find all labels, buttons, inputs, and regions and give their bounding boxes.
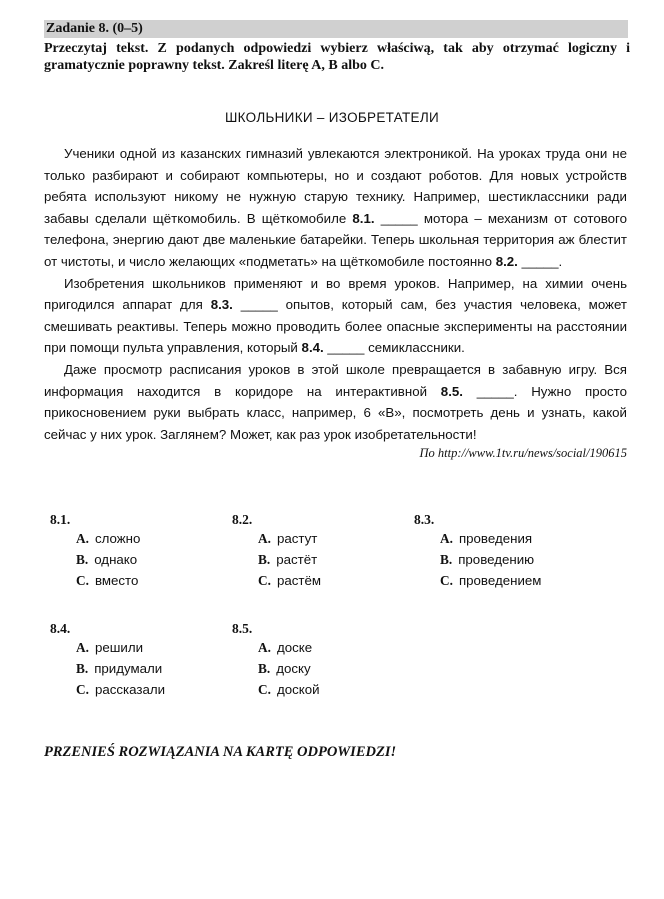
option-letter: B. (258, 661, 271, 676)
option-text: проведению (458, 552, 535, 567)
option-letter: A. (258, 531, 271, 546)
option-c[interactable] (258, 573, 321, 589)
task-header (44, 20, 628, 38)
option-text: придумали (94, 661, 163, 676)
option-text: решили (94, 640, 144, 655)
question-number: 8.5. (232, 621, 253, 636)
option-a[interactable] (76, 640, 143, 656)
option-letter: A. (76, 531, 89, 546)
option-text: растут (276, 531, 318, 546)
option-text: доской (276, 682, 320, 697)
option-letter: A. (258, 640, 271, 655)
option-a[interactable] (76, 531, 140, 547)
option-a[interactable] (258, 531, 317, 547)
question-number: 8.1. (50, 512, 71, 527)
gap-8-5-marker: 8.5. (440, 383, 463, 399)
paragraph-1-part-b: _____ мотора – механизм от сотового телефона, энергию дают две маленькие батарейки. Теперь школьная территория аж блестит от чистоты, и число желающих «подметать» на щёткомобиле постоянно (44, 210, 627, 269)
option-letter: A. (76, 640, 89, 655)
option-letter: B. (76, 661, 89, 676)
task-instruction: Przeczytaj tekst. Z podanych odpowiedzi wybierz właściwą, tak aby otrzymać logiczny i gramatycznie poprawny tekst. Zakreśl literę A, B albo C. (44, 41, 630, 73)
option-letter: C. (258, 573, 271, 588)
option-letter: B. (76, 552, 89, 567)
option-text: проведением (458, 573, 542, 588)
reading-title: ШКОЛЬНИКИ – ИЗОБРЕТАТЕЛИ (224, 110, 440, 125)
question-number: 8.4. (50, 621, 71, 636)
option-c[interactable] (76, 682, 165, 698)
option-b[interactable] (76, 552, 137, 568)
option-letter: B. (258, 552, 271, 567)
option-b[interactable] (440, 552, 534, 568)
option-letter: C. (258, 682, 271, 697)
option-text: доске (276, 640, 313, 655)
gap-8-2-marker: 8.2. (495, 253, 518, 269)
option-text: растём (276, 573, 322, 588)
gap-8-1-marker: 8.1. (352, 210, 375, 226)
option-a[interactable] (440, 531, 532, 547)
option-letter: C. (76, 573, 89, 588)
option-text: доску (276, 661, 311, 676)
option-text: вместо (94, 573, 139, 588)
option-letter: C. (440, 573, 453, 588)
task-number: Zadanie 8. (0–5) (46, 21, 143, 36)
option-text: рассказали (94, 682, 166, 697)
paragraph-3-part-b: _____. Нужно просто прикосновением руки выбрать класс, например, 6 «В», посмотреть день и узнать, какой сейчас у них урок. Заглянем? Может, как раз урок изобретательности! (44, 383, 627, 442)
option-text: сложно (94, 531, 141, 546)
paragraph-3-part-a: Даже просмотр расписания уроков в этой школе превращается в забавную игру. Вся информация находится в коридоре на интерактивной (44, 361, 627, 399)
option-text: однако (94, 552, 138, 567)
paragraph-2-part-b: _____ опытов, который сам, без участия человека, может смешивать реактивы. Теперь можно проводить более опасные эксперименты на расстоянии при помощи пульта управления, который (44, 297, 627, 356)
option-a[interactable] (258, 640, 312, 656)
question-number: 8.3. (414, 512, 435, 527)
option-b[interactable] (258, 552, 317, 568)
paragraph-3 (44, 359, 627, 445)
option-letter: A. (440, 531, 453, 546)
paragraph-1-part-c: _____. (517, 253, 563, 269)
option-text: растёт (276, 552, 318, 567)
paragraph-2-part-c: _____ семиклассники. (323, 340, 465, 356)
gap-8-3-marker: 8.3. (210, 297, 233, 313)
option-b[interactable] (258, 661, 311, 677)
option-letter: C. (76, 682, 89, 697)
question-number: 8.2. (232, 512, 253, 527)
transfer-answers-note: PRZENIEŚ ROZWIĄZANIA NA KARTĘ ODPOWIEDZI! (44, 744, 397, 760)
option-letter: B. (440, 552, 453, 567)
option-c[interactable] (258, 682, 320, 698)
option-b[interactable] (76, 661, 162, 677)
paragraph-1 (44, 143, 627, 273)
option-text: проведения (458, 531, 533, 546)
paragraph-2-part-a: Изобретения школьников применяют и во время уроков. Например, на химии очень пригодился аппарат для (44, 275, 627, 313)
gap-8-4-marker: 8.4. (301, 340, 324, 356)
option-c[interactable] (440, 573, 541, 589)
source-citation: По http://www.1tv.ru/news/social/190615 (419, 446, 627, 461)
paragraph-2 (44, 273, 627, 359)
paragraph-1-part-a: Ученики одной из казанских гимназий увлекаются электроникой. На уроках труда они не только разбирают и собирают компьютеры, но и создают роботов. Для новых устройств ребята используют никому не нужную старую технику. Например, шестиклассники ради забавы сделали щёткомобиль. В щёткомобиле (44, 146, 627, 226)
option-c[interactable] (76, 573, 138, 589)
reading-text (44, 143, 627, 461)
